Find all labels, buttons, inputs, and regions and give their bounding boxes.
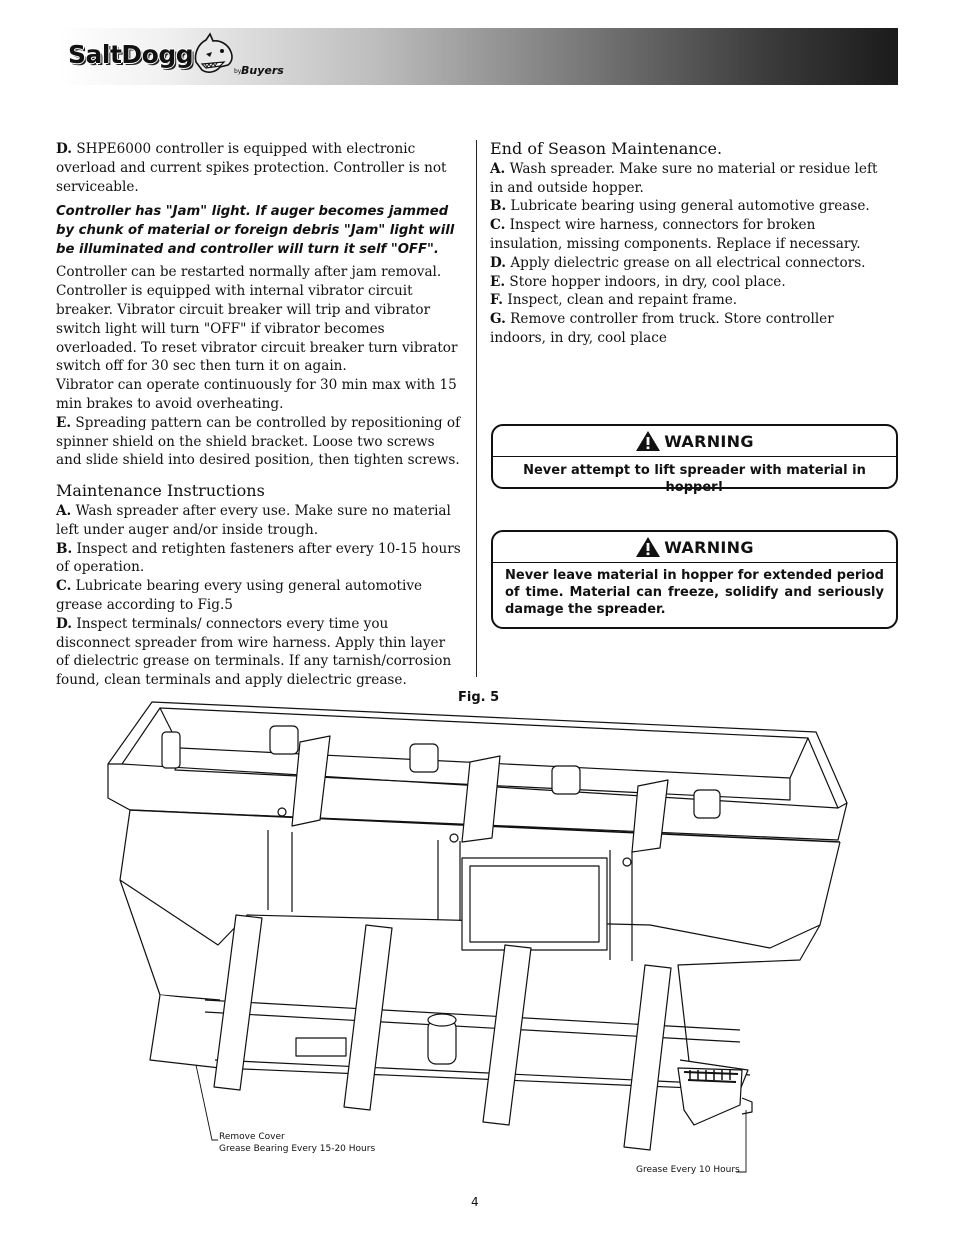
list-item	[490, 216, 892, 254]
warning-body: Never leave material in hopper for extended period of time. Material can freeze, solidify and seriously damage the spreader.	[505, 568, 884, 617]
item-text: Wash spreader. Make sure no material or residue left in and outside hopper.	[490, 160, 878, 196]
list-item	[56, 540, 461, 578]
callout-line: Remove Cover	[219, 1132, 285, 1142]
warning-title-text: WARNING	[664, 431, 754, 451]
right-column	[490, 140, 892, 348]
vibrator-paragraph: Vibrator can operate continuously for 30 min max with 15 min brakes to avoid overheating.	[56, 377, 457, 412]
item-label: A.	[56, 502, 72, 519]
callout-remove-cover	[219, 1131, 375, 1155]
item-label: D.	[56, 615, 73, 632]
warning-triangle-icon	[635, 430, 661, 452]
left-column	[56, 140, 461, 690]
maintenance-heading: Maintenance Instructions	[56, 481, 265, 501]
jam-light-note: Controller has "Jam" light. If auger becomes jammed by chunk of material or foreign debris "Jam" light will be illuminated and controller will turn it self "OFF".	[56, 204, 455, 258]
season-heading: End of Season Maintenance.	[490, 139, 723, 158]
item-label: C.	[56, 578, 72, 595]
item-label: D.	[56, 141, 73, 157]
item-text: Store hopper indoors, in dry, cool place.	[505, 273, 786, 290]
item-text: Inspect and retighten fasteners after every 10-15 hours of operation.	[56, 540, 461, 576]
figure-label: Fig. 5	[458, 690, 500, 705]
list-item	[56, 577, 461, 615]
item-text: Inspect wire harness, connectors for broken insulation, missing components. Replace if necessary.	[490, 217, 861, 252]
item-label: C.	[490, 217, 506, 234]
list-item	[490, 310, 892, 348]
item-label: E.	[56, 414, 72, 431]
list-item	[490, 254, 892, 273]
item-text: SHPE6000 controller is equipped with electronic overload and current spikes protection. Controller is not serviceable.	[56, 141, 447, 195]
item-text: Inspect, clean and repaint frame.	[503, 292, 738, 309]
item-text: Lubricate bearing every using general automotive grease according to Fig.5	[56, 578, 423, 613]
list-item	[490, 160, 892, 198]
item-label: E.	[490, 273, 506, 290]
item-text: Lubricate bearing using general automotive grease.	[506, 198, 870, 215]
callout-grease-every: Grease Every 10 Hours	[636, 1165, 740, 1175]
item-label: G.	[490, 311, 506, 328]
list-item	[490, 291, 892, 310]
item-text: Inspect terminals/ connectors every time you disconnect spreader from wire harness. Apply thin layer of dielectric grease on terminals. If any tarnish/corrosion found, clean terminals and apply dielectric grease.	[56, 615, 452, 689]
logo-by: by	[234, 68, 242, 75]
warning-title-text: WARNING	[664, 537, 754, 557]
warning-triangle-icon	[635, 536, 661, 558]
item-text: Spreading pattern can be controlled by repositioning of spinner shield on the shield bracket. Loose two screws and slide shield into desired position, then tighten screws.	[56, 414, 461, 469]
restart-paragraph: Controller can be restarted normally after jam removal. Controller is equipped with internal vibrator circuit breaker. Vibrator circuit breaker will trip and vibrator switch light will turn "OFF" if vibrator becomes overloaded. To reset vibrator circuit breaker turn vibrator switch off for 30 sec then turn it on again.	[56, 264, 458, 375]
list-item	[490, 273, 892, 292]
spreader-illustration	[0, 700, 954, 1180]
column-divider	[476, 140, 477, 677]
item-label: A.	[490, 160, 506, 177]
spreading-paragraph	[56, 414, 461, 470]
list-item	[56, 502, 461, 540]
controller-paragraph	[56, 140, 461, 196]
warning-box-lift	[491, 424, 898, 495]
callout-line: Grease Bearing Every 15-20 Hours	[219, 1144, 376, 1154]
item-label: B.	[490, 198, 507, 215]
item-label: B.	[56, 540, 73, 557]
item-text: Remove controller from truck. Store controller indoors, in dry, cool place	[490, 311, 834, 346]
item-text: Apply dielectric grease on all electrical connectors.	[506, 254, 866, 271]
warning-title	[493, 426, 896, 457]
saltdogg-logo	[66, 38, 296, 82]
logo-buyers: Buyers	[241, 64, 284, 77]
logo-wordmark: SaltDogg	[68, 40, 194, 69]
item-text: Wash spreader after every use. Make sure no material left under auger and/or inside trough.	[56, 502, 451, 538]
list-item	[490, 197, 892, 216]
dog-mascot-icon	[190, 32, 236, 76]
page-number: 4	[471, 1195, 479, 1209]
list-item	[56, 615, 461, 690]
warning-title	[493, 532, 896, 563]
item-label: F.	[490, 292, 504, 309]
warning-box-material	[491, 530, 898, 629]
item-label: D.	[490, 254, 507, 271]
warning-body: Never attempt to lift spreader with material in hopper!	[523, 463, 866, 495]
